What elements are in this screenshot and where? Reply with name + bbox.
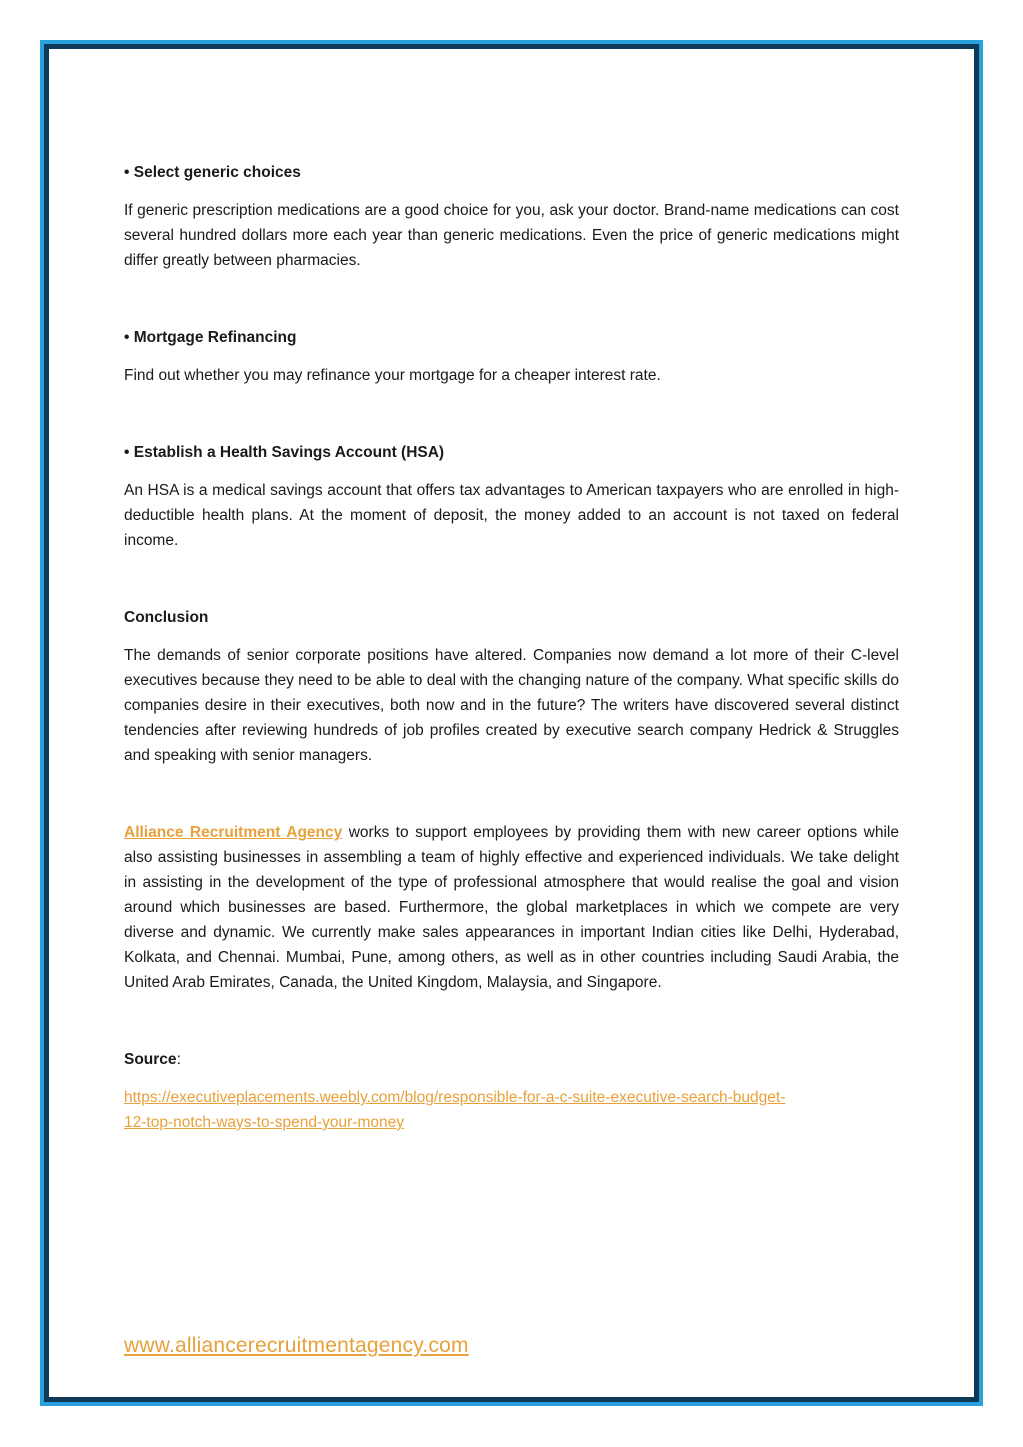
section-paragraph: If generic prescription medications are a good choice for you, ask your doctor. Brand-name medications can cost several hundred dollars more each year than generic medications. Even the price of generic medications might differ greatly between pharmacies. [124,202,899,269]
source-label: Source: [124,1051,181,1068]
section-source [124,1047,899,1135]
section-hsa [124,440,899,553]
brand-link[interactable]: Alliance Recruitment Agency [124,824,343,841]
about-paragraph [124,820,899,995]
section-mortgage-refinancing [124,325,899,388]
section-paragraph: The demands of senior corporate positions have altered. Companies now demand a lot more of their C-level executives because they need to be able to deal with the changing nature of the company. What specific skills do companies desire in their executives, both now and in the future? The writers have discovered several distinct tendencies after reviewing hundreds of job profiles created by executive search company Hedrick & Struggles and speaking with senior managers. [124,647,899,764]
section-paragraph: An HSA is a medical savings account that offers tax advantages to American taxpayers who are enrolled in high-deductible health plans. At the moment of deposit, the money added to an account is not taxed on federal income. [124,482,899,549]
section-heading: • Mortgage Refinancing [124,329,297,346]
section-generic-choices [124,160,899,273]
document-body [124,160,899,1135]
source-url-line[interactable]: 12-top-notch-ways-to-spend-your-money [124,1114,404,1131]
source-url-line[interactable]: https://executiveplacements.weebly.com/blog/responsible-for-a-c-suite-executive-search-budget- [124,1089,786,1106]
section-about [124,820,899,995]
about-text: works to support employees by providing them with new career options while also assisting businesses in assembling a team of highly effective and experienced individuals. We take delight in assisting in the development of the type of professional atmosphere that would realise the goal and vision around which businesses are based. Furthermore, the global marketplaces in which we compete are very diverse and dynamic. We currently make sales appearances in important Indian cities like Delhi, Hyderabad, Kolkata, and Chennai. Mumbai, Pune, among others, as well as in other countries including Saudi Arabia, the United Arab Emirates, Canada, the United Kingdom, Malaysia, and Singapore. [124,824,900,991]
footer-website-link[interactable]: www.alliancerecruitmentagency.com [124,1334,469,1357]
section-paragraph: Find out whether you may refinance your mortgage for a cheaper interest rate. [124,367,661,384]
section-heading: Conclusion [124,609,209,626]
section-heading: • Select generic choices [124,164,301,181]
section-heading: • Establish a Health Savings Account (HSA) [124,444,445,461]
section-conclusion [124,605,899,768]
source-link[interactable] [124,1085,899,1135]
